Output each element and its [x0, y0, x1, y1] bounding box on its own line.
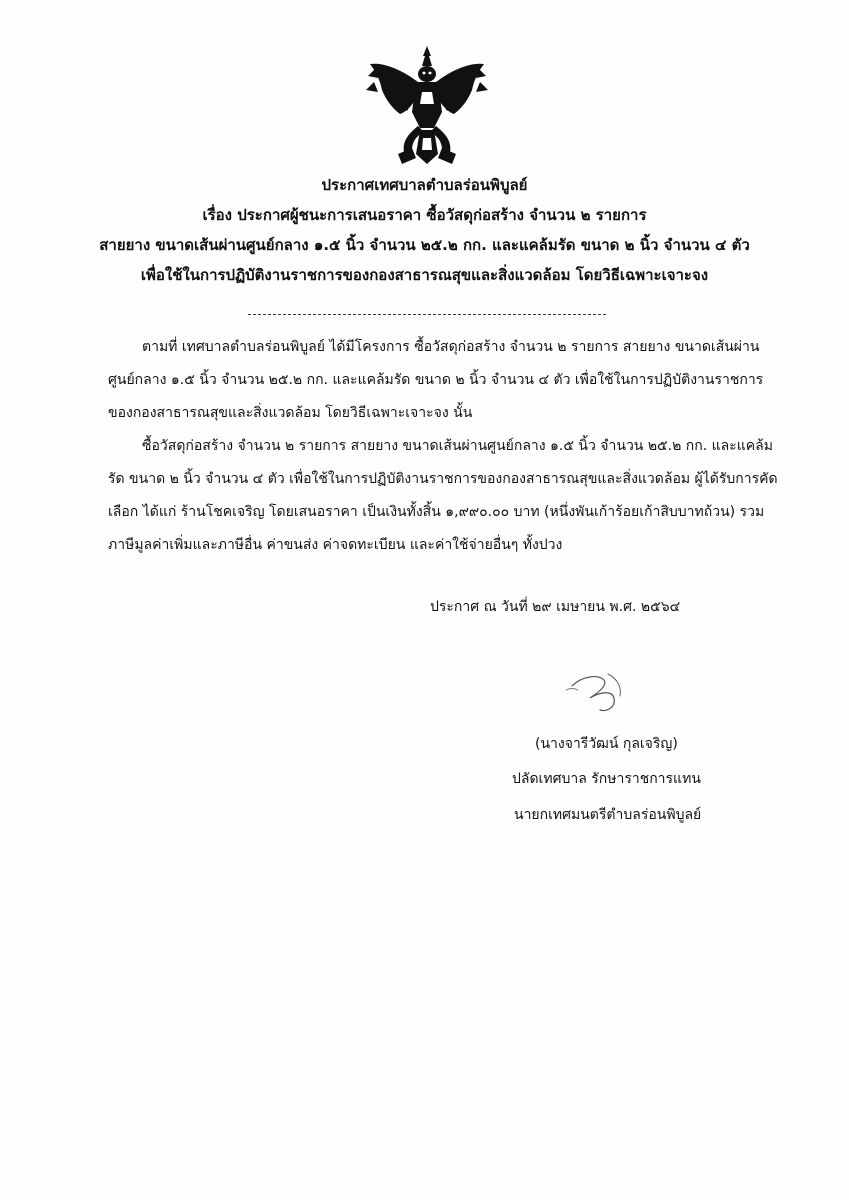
subject-heading: เรื่อง ประกาศผู้ชนะการเสนอราคา ซื้อวัสดุก่อสร้าง จำนวน ๒ รายการ	[202, 206, 647, 224]
subject-line-2: สายยาง ขนาดเส้นผ่านศูนย์กลาง ๑.๕ นิ้ว จำนวน ๒๕.๒ กก. และแคล้มรัด ขนาด ๒ นิ้ว จำนวน ๔ ตัว	[99, 236, 750, 254]
signatory-position-1: ปลัดเทศบาล รักษาราชการแทน	[512, 771, 701, 787]
subject-line-3: เพื่อใช้ในการปฏิบัติงานราชการของกองสาธารณสุขและสิ่งแวดล้อม โดยวิธีเฉพาะเจาะจง	[140, 266, 709, 284]
announcer-heading: ประกาศเทศบาลตำบลร่อนพิบูลย์	[321, 176, 528, 194]
paragraph-1-text: ตามที่ เทศบาลตำบลร่อนพิบูลย์ ได้มีโครงการ ซื้อวัสดุก่อสร้าง จำนวน ๒ รายการ สายยาง ขนาดเส้นผ่านศูนย์กลาง ๑.๕ นิ้ว จำนวน ๒๕.๒ กก. และแคล้มรัด ขนาด ๒ นิ้ว จำนวน ๔ ตัว เพื่อใช้ในการปฏิบัติงานราชการของกองสาธารณสุขและสิ่งแวดล้อม โดยวิธีเฉพาะเจาะจง นั้น	[108, 339, 764, 421]
signatory-name: (นางจารีวัฒน์ กุลเจริญ)	[535, 736, 678, 752]
paragraph-2-text: ซื้อวัสดุก่อสร้าง จำนวน ๒ รายการ สายยาง ขนาดเส้นผ่านศูนย์กลาง ๑.๕ นิ้ว จำนวน ๒๕.๒ กก. และแคล้มรัด ขนาด ๒ นิ้ว จำนวน ๔ ตัว เพื่อใช้ในการปฏิบัติงานราชการของกองสาธารณสุขและสิ่งแวดล้อม ผู้ได้รับการคัดเลือก ได้แก่ ร้านโชคเจริญ โดยเสนอราคา เป็นเงินทั้งสิ้น ๑,๙๙๐.๐๐ บาท (หนึ่งพันเก้าร้อยเก้าสิบบาทถ้วน) รวมภาษีมูลค่าเพิ่มและภาษีอื่น ค่าขนส่ง ค่าจดทะเบียน และค่าใช้จ่ายอื่นๆ ทั้งปวง	[108, 438, 778, 553]
garuda-emblem-icon	[362, 42, 492, 172]
dashed-divider	[248, 314, 606, 315]
title-block	[60, 170, 789, 290]
handwritten-signature	[560, 668, 640, 718]
signatory-position-2: นายกเทศมนตรีตำบลร่อนพิบูลย์	[514, 807, 702, 823]
dateline: ประกาศ ณ วันที่ ๒๙ เมษายน พ.ศ. ๒๕๖๔	[430, 599, 681, 615]
body-paragraph-1	[108, 331, 780, 430]
body-paragraph-2	[108, 430, 780, 562]
